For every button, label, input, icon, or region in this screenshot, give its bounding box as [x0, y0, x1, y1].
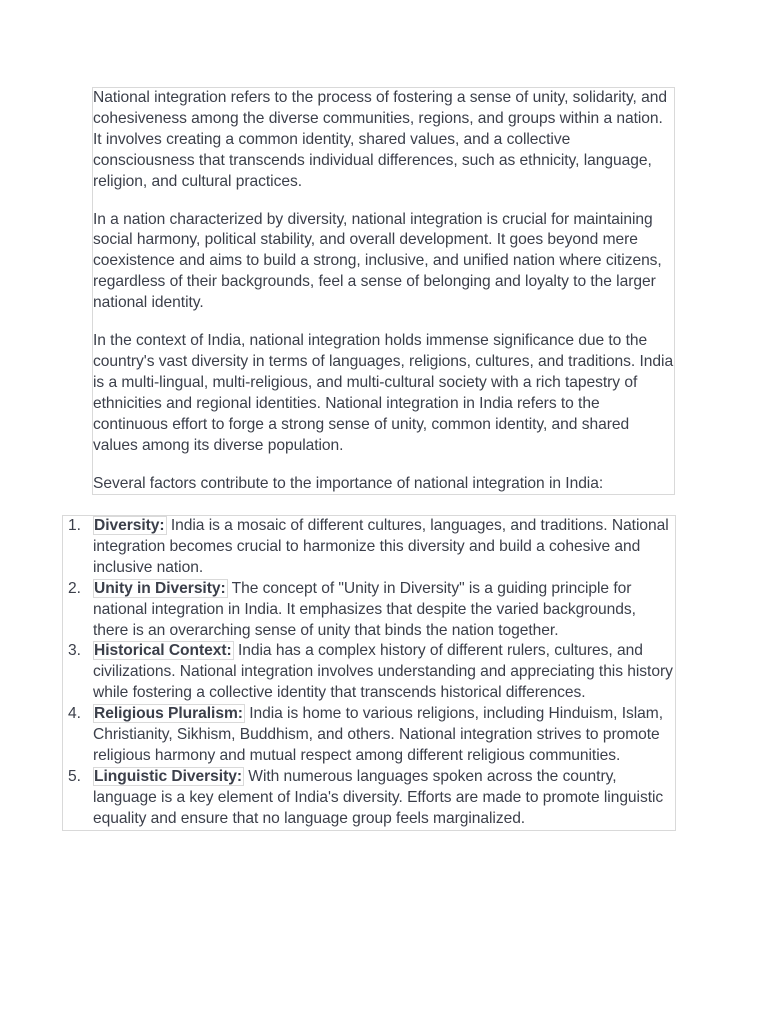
list-item-term: Historical Context: [94, 642, 232, 660]
paragraph-diversity-importance: In a nation characterized by diversity, national integration is crucial for maintaining social harmony, political stability, and overall development. It goes beyond mere coexistence and aims to build a strong, inclusive, and unified nation where citizens, regardless of their backgrounds, feel a sense of belonging and loyalty to the larger national identity. [93, 210, 662, 312]
list-item-term: Diversity: [94, 517, 165, 534]
factors-list [63, 516, 675, 830]
list-item-term: Unity in Diversity: [94, 579, 226, 597]
list-item [63, 704, 675, 767]
list-item-number: 2. [68, 579, 81, 597]
list-item [63, 516, 675, 579]
list-item-term: Linguistic Diversity: [94, 767, 242, 785]
list-item-text: The concept of "Unity in Diversity" is a guiding principle for national integration in India. It emphasizes that despite the varied backgrounds, there is an overarching sense of unity that binds the nation together. [93, 579, 636, 639]
paragraph-factors-intro: Several factors contribute to the importance of national integration in India: [93, 474, 604, 492]
intro-text-block [92, 87, 675, 495]
factors-list-block [62, 515, 676, 831]
list-item-text: India has a complex history of different rulers, cultures, and civilizations. National integration involves understanding and appreciating this history while fostering a collective identity that transcends historical differences. [93, 642, 673, 702]
list-item-text: India is a mosaic of different cultures, languages, and traditions. National integration becomes crucial to harmonize this diversity and build a cohesive and inclusive nation. [93, 517, 669, 576]
list-item-term: Religious Pluralism: [94, 705, 243, 723]
list-item-number: 1. [68, 517, 81, 534]
list-item [63, 641, 675, 704]
list-item-text: India is home to various religions, including Hinduism, Islam, Christianity, Sikhism, Buddhism, and others. National integration strives to promote religious harmony and mutual respect among different religious communities. [93, 705, 663, 764]
paragraph-definition: National integration refers to the process of fostering a sense of unity, solidarity, and cohesiveness among the diverse communities, regions, and groups within a nation. It involves creating a common identity, shared values, and a collective consciousness that transcends individual differences, such as ethnicity, language, religion, and cultural practices. [93, 89, 667, 190]
list-item [63, 579, 675, 642]
list-item-text: With numerous languages spoken across the country, language is a key element of India's diversity. Efforts are made to promote linguistic equality and ensure that no language group feels marginalized. [93, 767, 664, 827]
list-item-number: 3. [68, 642, 81, 660]
list-item [63, 767, 675, 830]
list-item-number: 5. [68, 767, 81, 785]
list-item-number: 4. [68, 705, 81, 723]
paragraph-india-context: In the context of India, national integration holds immense significance due to the country's vast diversity in terms of languages, religions, cultures, and traditions. India is a multi-lingual, multi-religious, and multi-cultural society with a rich tapestry of ethnicities and regional identities. National integration in India refers to the continuous effort to forge a strong sense of unity, common identity, and shared values among its diverse population. [93, 332, 674, 454]
